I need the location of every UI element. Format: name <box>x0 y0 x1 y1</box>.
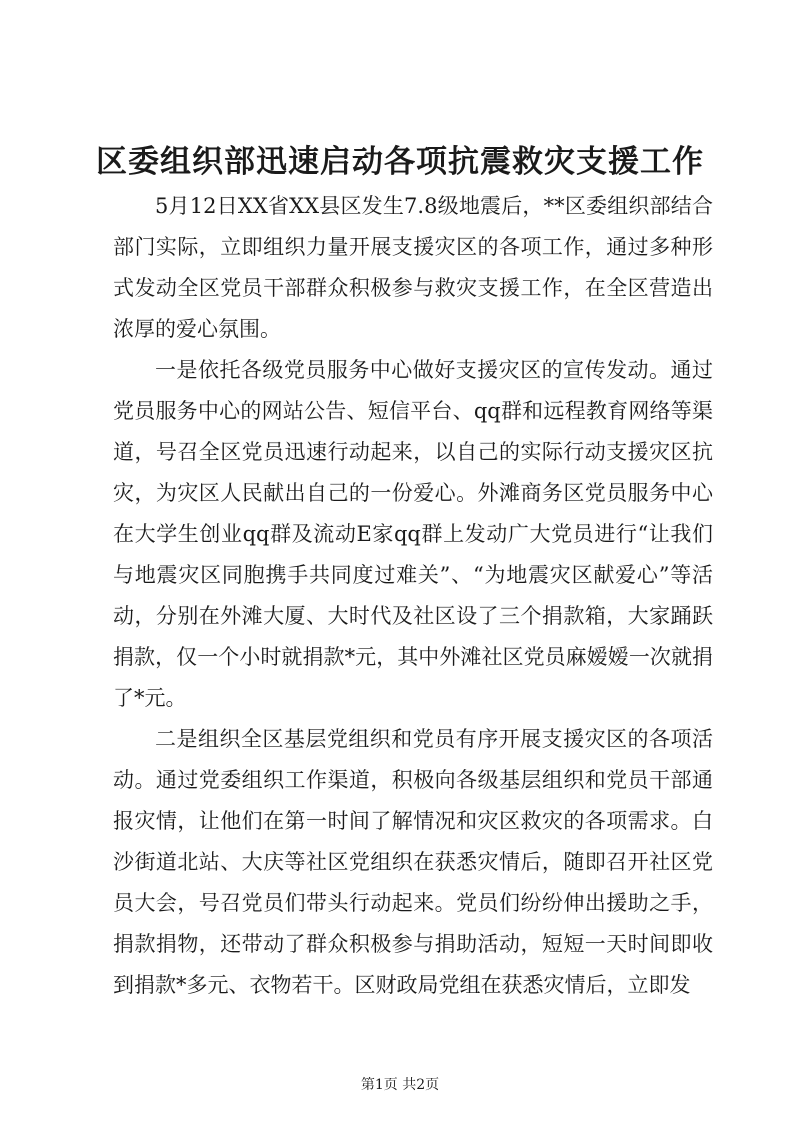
page-footer <box>0 1075 800 1095</box>
document-body <box>113 186 713 1006</box>
page-number: 第1页 <box>360 1077 398 1093</box>
document-title: 区委组织部迅速启动各项抗震救灾支援工作 <box>96 144 704 180</box>
paragraph-first-point: 一是依托各级党员服务中心做好支援灾区的宣传发动。通过党员服务中心的网站公告、短信平台、qq群和远程教育网络等渠道，号召全区党员迅速行动起来，以自己的实际行动支援灾区抗灾，为灾区人民献出自己的一份爱心。外滩商务区党员服务中心在大学生创业qq群及流动E家qq群上发动广大党员进行“让我们与地震灾区同胞携手共同度过难关”、“为地震灾区献爱心”等活动，分别在外滩大厦、大时代及社区设了三个捐款箱，大家踊跃捐款，仅一个小时就捐款*元，其中外滩社区党员麻嫒嫒一次就捐了*元。 <box>113 358 713 710</box>
paragraph-intro: 5月12日XX省XX县区发生7.8级地震后，**区委组织部结合部门实际，立即组织力量开展支援灾区的各项工作，通过多种形式发动全区党员干部群众积极参与救灾支援工作，在全区营造出浓厚的爱心氛围。 <box>113 194 713 341</box>
page-total: 共2页 <box>402 1077 440 1093</box>
paragraph-second-point: 二是组织全区基层党组织和党员有序开展支援灾区的各项活动。通过党委组织工作渠道，积极向各级基层组织和党员干部通报灾情，让他们在第一时间了解情况和灾区救灾的各项需求。白沙街道北站、大庆等社区党组织在获悉灾情后，随即召开社区党员大会，号召党员们带头行动起来。党员们纷纷伸出援助之手，捐款捐物，还带动了群众积极参与捐助活动，短短一天时间即收到捐款*多元、衣物若干。区财政局党组在获悉灾情后，立即发 <box>113 727 713 997</box>
